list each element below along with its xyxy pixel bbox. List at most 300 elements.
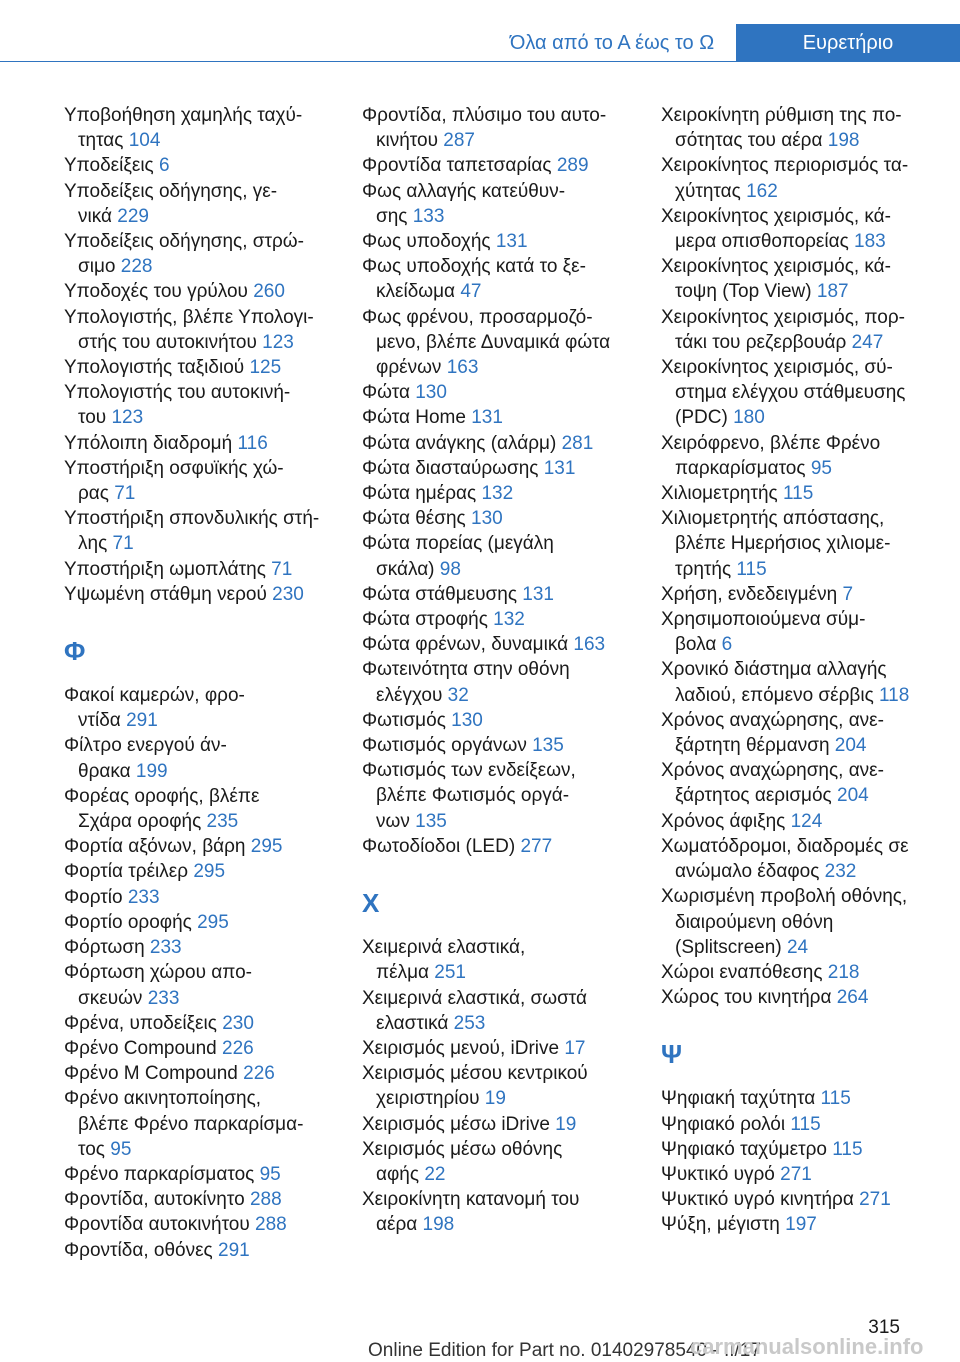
- index-entry: [64, 885, 349, 910]
- page-link[interactable]: 6: [721, 634, 733, 656]
- tab-a-to-z[interactable]: Όλα από το Α έως το Ω: [509, 32, 715, 54]
- page-link[interactable]: 98: [439, 558, 461, 580]
- entry-text: ντίδα: [78, 710, 121, 732]
- index-entry: [362, 506, 647, 531]
- page-link[interactable]: 187: [816, 281, 849, 303]
- page-link[interactable]: 124: [790, 810, 823, 832]
- entry-text: Χωρισμένη προβολή οθόνης,: [661, 886, 908, 908]
- index-entry: [362, 229, 647, 254]
- entry-text: τάκι του ρεζερβουάρ: [675, 331, 847, 353]
- entry-text: Φρένο παρκαρίσματος: [64, 1163, 255, 1185]
- index-entry: [64, 910, 349, 935]
- page-link[interactable]: 291: [126, 710, 158, 732]
- index-entry: [661, 153, 946, 203]
- index-entry: [362, 456, 647, 481]
- index-entry: [64, 582, 349, 607]
- index-entry: [661, 355, 946, 431]
- page-link[interactable]: 295: [197, 911, 229, 933]
- entry-text: τητας: [78, 130, 124, 152]
- index-entry: [362, 1036, 647, 1061]
- page-link[interactable]: 271: [780, 1163, 812, 1185]
- section-letter: Φ: [64, 636, 86, 667]
- index-entry: [64, 279, 349, 304]
- page-link[interactable]: 47: [460, 281, 482, 303]
- page-link[interactable]: 22: [424, 1163, 446, 1185]
- entry-text: πέλμα: [376, 962, 430, 984]
- index-column-3: [661, 103, 946, 1238]
- entry-text: βλέπε Φωτισμός οργά-: [376, 785, 570, 807]
- header-bar: [0, 0, 960, 62]
- page-link[interactable]: 198: [422, 1214, 455, 1236]
- entry-text: Φώτα ανάγκης (αλάρμ): [362, 432, 557, 454]
- index-entry: [661, 1086, 946, 1111]
- entry-text: Χειροκίνητος χειρισμός, πορ-: [661, 306, 905, 328]
- entry-text: Φρένο ακινητοποίησης,: [64, 1088, 262, 1110]
- page-link[interactable]: 115: [736, 558, 767, 580]
- entry-text: Φροντίδα, πλύσιμο του αυτο-: [362, 105, 607, 126]
- index-entry: [362, 305, 647, 381]
- index-entry: [362, 582, 647, 607]
- page-link[interactable]: 130: [415, 382, 447, 404]
- page-link[interactable]: 287: [443, 130, 475, 152]
- entry-text: Υποδείξεις οδήγησης, γε-: [64, 180, 278, 202]
- page-link[interactable]: 130: [471, 508, 503, 530]
- page-link[interactable]: 104: [128, 130, 161, 152]
- entry-text: Υπολογιστής ταξιδιού: [64, 357, 245, 379]
- index-entry: [362, 733, 647, 758]
- index-entry: [64, 456, 349, 506]
- page-link[interactable]: 131: [522, 583, 554, 605]
- tab-index[interactable]: Ευρετήριο: [736, 24, 960, 62]
- entry-text: στημα ελέγχου στάθμευσης: [675, 382, 906, 404]
- index-entry: [661, 1137, 946, 1162]
- entry-text: Φροντίδα ταπετσαρίας: [362, 155, 552, 177]
- entry-text: Υψωμένη στάθμη νερού: [64, 583, 267, 605]
- index-column-1: [64, 103, 349, 1263]
- section-letter: Ψ: [661, 1039, 683, 1070]
- entry-text: Φρένο M Compound: [64, 1063, 238, 1085]
- entry-text: Χρόνος άφιξης: [661, 810, 786, 832]
- page-link[interactable]: 71: [114, 483, 136, 505]
- index-entry: [362, 708, 647, 733]
- entry-text: σιμο: [78, 256, 116, 278]
- page-link[interactable]: 277: [520, 835, 553, 857]
- entry-text: Φορέας οροφής, βλέπε: [64, 785, 260, 807]
- entry-text: Φορτία τρέιλερ: [64, 861, 189, 883]
- page-link[interactable]: 71: [112, 533, 134, 555]
- entry-text: Φώτα διασταύρωσης: [362, 457, 539, 479]
- page-link[interactable]: 198: [827, 130, 860, 152]
- index-entry: [661, 708, 946, 758]
- entry-text: Χειμερινά ελαστικά,: [362, 937, 526, 959]
- entry-text: φρένων: [376, 357, 442, 379]
- page-link[interactable]: 291: [218, 1239, 250, 1261]
- index-entry: [661, 103, 946, 153]
- entry-text: αφής: [376, 1163, 420, 1185]
- index-entry: [64, 1187, 349, 1212]
- page-link[interactable]: 17: [564, 1037, 586, 1059]
- page-link[interactable]: 130: [451, 709, 483, 731]
- entry-text: Ψηφιακό ρολόι: [661, 1113, 786, 1135]
- entry-text: Φώτα πορείας (μεγάλη: [362, 533, 554, 555]
- index-entry: [661, 431, 946, 481]
- entry-text: Χειροκίνητος χειρισμός, κά-: [661, 205, 891, 227]
- entry-text: Φώτα: [362, 382, 410, 404]
- page-link[interactable]: 281: [561, 432, 594, 454]
- index-entry: [64, 859, 349, 884]
- page-link[interactable]: 197: [785, 1214, 817, 1236]
- entry-text: Υποστήριξη οσφυϊκής χώ-: [64, 457, 284, 479]
- index-entry: [661, 834, 946, 884]
- entry-text: Σχάρα οροφής: [78, 811, 202, 833]
- index-entry: [64, 1212, 349, 1237]
- page-link[interactable]: 116: [237, 432, 268, 454]
- entry-text: Φώτα στροφής: [362, 609, 488, 631]
- index-entry: [64, 380, 349, 430]
- page-link[interactable]: 19: [484, 1088, 506, 1110]
- page-link[interactable]: 135: [532, 735, 564, 757]
- entry-text: Υπολογιστής, βλέπε Υπολογι-: [64, 306, 314, 328]
- entry-text: Χειρισμός μέσω οθόνης: [362, 1138, 563, 1160]
- entry-text: Χειμερινά ελαστικά, σωστά: [362, 987, 588, 1009]
- entry-text: Υποδείξεις: [64, 155, 154, 177]
- entry-text: Φώτα θέσης: [362, 508, 466, 530]
- entry-text: Υποδείξεις οδήγησης, στρώ-: [64, 231, 304, 253]
- entry-text: βολα: [675, 634, 717, 656]
- entry-text: Φώτα στάθμευσης: [362, 583, 517, 605]
- entry-text: Χειροκίνητος χειρισμός, σύ-: [661, 357, 893, 379]
- index-entry: [64, 1061, 349, 1086]
- index-entry: [661, 1212, 946, 1237]
- entry-text: βλέπε Ημερήσιος χιλιομε-: [675, 533, 891, 555]
- entry-text: θρακα: [78, 760, 131, 782]
- index-entry: [64, 733, 349, 783]
- entry-text: αέρα: [376, 1214, 418, 1236]
- index-entry: [64, 153, 349, 178]
- entry-text: Χρόνος αναχώρησης, ανε-: [661, 709, 884, 731]
- entry-text: μερα οπισθοπορείας: [675, 231, 849, 253]
- index-entry: [362, 834, 647, 859]
- entry-text: λης: [78, 533, 108, 555]
- entry-text: Χρήση, ενδεδειγμένη: [661, 583, 838, 605]
- index-entry: [64, 1238, 349, 1263]
- index-entry: [362, 1187, 647, 1237]
- page-link[interactable]: 24: [786, 936, 809, 958]
- entry-text: Φωτοδίοδοι (LED): [362, 835, 516, 857]
- entry-text: ξάρτητος αερισμός: [675, 785, 832, 807]
- entry-text: Ψυκτικό υγρό κινητήρα: [661, 1189, 854, 1211]
- page-link[interactable]: 118: [879, 684, 910, 706]
- page-link[interactable]: 32: [447, 684, 469, 706]
- index-entry: [661, 985, 946, 1010]
- entry-text: Φροντίδα, αυτοκίνητο: [64, 1189, 245, 1211]
- page-link[interactable]: 233: [149, 937, 182, 959]
- page-link[interactable]: 230: [272, 583, 304, 605]
- entry-text: Χειρισμός μέσου κεντρικού: [362, 1063, 588, 1085]
- entry-text: Χώρος του κινητήρα: [661, 987, 832, 1009]
- page-link[interactable]: 7: [842, 583, 854, 605]
- entry-text: νικά: [78, 205, 112, 227]
- entry-text: Χειρισμός μενού, iDrive: [362, 1037, 560, 1059]
- index-entry: [64, 229, 349, 279]
- index-entry: [64, 1011, 349, 1036]
- index-entry: [64, 834, 349, 859]
- entry-text: Φώτα Home: [362, 407, 466, 429]
- page-link[interactable]: 135: [415, 810, 447, 832]
- index-entry: [661, 305, 946, 355]
- page-link[interactable]: 289: [556, 155, 589, 177]
- index-entry: [661, 607, 946, 657]
- entry-text: σότητας του αέρα: [675, 130, 823, 152]
- entry-text: Ψηφιακή ταχύτητα: [661, 1088, 816, 1110]
- page-link[interactable]: 123: [111, 407, 144, 429]
- section-letter: Χ: [362, 888, 380, 919]
- entry-text: ρας: [78, 483, 109, 505]
- entry-text: νων: [376, 810, 410, 832]
- entry-text: Φροντίδα αυτοκινήτου: [64, 1214, 250, 1236]
- entry-text: Χειρόφρενο, βλέπε Φρένο: [661, 432, 881, 454]
- index-entry: [64, 1036, 349, 1061]
- page-link[interactable]: 247: [851, 331, 884, 353]
- page-link[interactable]: 125: [249, 357, 282, 379]
- index-entry: [362, 657, 647, 707]
- entry-text: διαιρούμενη οθόνη: [675, 911, 834, 933]
- index-entry: [362, 380, 647, 405]
- entry-text: Ψυκτικό υγρό: [661, 1163, 775, 1185]
- page-link[interactable]: 251: [434, 962, 466, 984]
- index-entry: [362, 1112, 647, 1137]
- entry-text: βλέπε Φρένο παρκαρίσμα-: [78, 1113, 304, 1135]
- entry-text: τρητής: [675, 558, 732, 580]
- index-entry: [64, 683, 349, 733]
- index-entry: [661, 884, 946, 960]
- page-link[interactable]: 115: [832, 1138, 863, 1160]
- index-entry: [661, 758, 946, 808]
- entry-text: Φωτεινότητα στην οθόνη: [362, 659, 570, 681]
- entry-text: κλείδωμα: [376, 281, 456, 303]
- entry-text: Φροντίδα, οθόνες: [64, 1239, 213, 1261]
- entry-text: Φόρτωση: [64, 937, 145, 959]
- index-entry: [661, 204, 946, 254]
- page-link[interactable]: 131: [495, 231, 528, 253]
- entry-text: Υποδοχές του γρύλου: [64, 281, 248, 303]
- page-link[interactable]: 233: [147, 987, 180, 1009]
- page-link[interactable]: 229: [117, 205, 149, 227]
- page-link[interactable]: 131: [543, 457, 576, 479]
- entry-text: Φώτα φρένων, δυναμικά: [362, 634, 569, 656]
- entry-text: Υπολογιστής του αυτοκινή-: [64, 382, 291, 404]
- page-link[interactable]: 19: [555, 1113, 577, 1135]
- page-link[interactable]: 230: [222, 1012, 254, 1034]
- page-link[interactable]: 115: [790, 1113, 821, 1135]
- index-entry: [362, 481, 647, 506]
- index-entry: [362, 179, 647, 229]
- entry-text: Φωτισμός: [362, 709, 446, 731]
- entry-text: ανώμαλο έδαφος: [675, 861, 820, 883]
- entry-text: Φώτα ημέρας: [362, 483, 477, 505]
- index-entry: [64, 355, 349, 380]
- page-link[interactable]: 115: [820, 1088, 851, 1110]
- entry-text: τοψη (Top View): [675, 281, 812, 303]
- page-link[interactable]: 123: [262, 331, 294, 353]
- entry-text: Υποστήριξη σπονδυλικής στή-: [64, 508, 320, 530]
- entry-text: Φακοί καμερών, φρο-: [64, 685, 245, 707]
- entry-text: Φως υποδοχής κατά το ξε-: [362, 256, 586, 278]
- index-entry: [64, 305, 349, 355]
- index-entry: [362, 531, 647, 581]
- entry-text: Υποστήριξη ωμοπλάτης: [64, 558, 266, 580]
- page-link[interactable]: 163: [446, 357, 479, 379]
- page-link[interactable]: 95: [259, 1163, 281, 1185]
- page-link[interactable]: 95: [810, 457, 832, 479]
- page-link[interactable]: 180: [733, 407, 765, 429]
- entry-text: Φωτισμός οργάνων: [362, 735, 527, 757]
- entry-text: μενο, βλέπε Δυναμικά φώτα: [376, 331, 611, 353]
- page-number: 315: [868, 1317, 900, 1338]
- index-entry: [362, 254, 647, 304]
- header-divider: [0, 61, 960, 62]
- entry-text: Φορτίο οροφής: [64, 911, 192, 933]
- page-link[interactable]: 95: [110, 1138, 132, 1160]
- entry-text: Χρονικό διάστημα αλλαγής: [661, 659, 887, 681]
- page-link[interactable]: 204: [834, 735, 867, 757]
- entry-text: Φίλτρο ενεργού άν-: [64, 735, 227, 757]
- index-entry: [661, 481, 946, 506]
- page-link[interactable]: 264: [836, 987, 869, 1009]
- entry-text: Φρένο Compound: [64, 1037, 217, 1059]
- entry-text: σκευών: [78, 987, 143, 1009]
- entry-text: ελαστικά: [376, 1012, 449, 1034]
- index-entry: [362, 1137, 647, 1187]
- page-link[interactable]: 163: [573, 634, 606, 656]
- entry-text: Χειροκίνητη ρύθμιση της πο-: [661, 105, 902, 126]
- entry-text: σης: [376, 205, 408, 227]
- index-entry: [64, 506, 349, 556]
- entry-text: Φρένα, υποδείξεις: [64, 1012, 217, 1034]
- index-entry: [661, 506, 946, 582]
- index-entry: [64, 179, 349, 229]
- entry-text: Φως υποδοχής: [362, 231, 491, 253]
- index-entry: [661, 657, 946, 707]
- index-entry: [661, 1187, 946, 1212]
- entry-text: Χειρισμός μέσω iDrive: [362, 1113, 550, 1135]
- page-link[interactable]: 133: [412, 205, 445, 227]
- page-link[interactable]: 183: [854, 231, 886, 253]
- entry-text: παρκαρίσματος: [675, 457, 806, 479]
- index-entry: [362, 607, 647, 632]
- index-entry: [362, 431, 647, 456]
- page-link[interactable]: 226: [243, 1063, 275, 1085]
- entry-text: λαδιού, επόμενο σέρβις: [675, 684, 874, 706]
- entry-text: Χωματόδρομοι, διαδρομές σε: [661, 835, 909, 857]
- index-entry: [362, 153, 647, 178]
- entry-text: Ψύξη, μέγιστη: [661, 1214, 780, 1236]
- page-link[interactable]: 131: [471, 407, 503, 429]
- entry-text: ελέγχου: [376, 684, 443, 706]
- entry-text: στής του αυτοκινήτου: [78, 331, 257, 353]
- index-entry: [661, 254, 946, 304]
- index-entry: [64, 784, 349, 834]
- index-entry: [362, 405, 647, 430]
- index-entry: [362, 935, 647, 985]
- index-entry: [661, 1112, 946, 1137]
- page-link[interactable]: 115: [783, 483, 814, 505]
- entry-text: χειριστηρίου: [376, 1088, 480, 1110]
- page-link[interactable]: 288: [249, 1189, 282, 1211]
- index-entry: [362, 632, 647, 657]
- index-entry: [64, 1086, 349, 1162]
- watermark-logo: carmanualsonline.info: [690, 1334, 924, 1359]
- entry-text: κινήτου: [376, 130, 438, 152]
- page-link[interactable]: 295: [193, 861, 226, 883]
- page-link[interactable]: 228: [120, 256, 153, 278]
- entry-text: Υπόλοιπη διαδρομή: [64, 432, 233, 454]
- page-link[interactable]: 162: [746, 180, 778, 202]
- page-link[interactable]: 199: [135, 760, 168, 782]
- page-link[interactable]: 232: [824, 861, 857, 883]
- index-entry: [64, 431, 349, 456]
- entry-text: Ψηφιακό ταχύμετρο: [661, 1138, 827, 1160]
- index-entry: [362, 103, 647, 153]
- page-link[interactable]: 295: [250, 836, 283, 858]
- entry-text: Χειροκίνητος χειρισμός, κά-: [661, 256, 891, 278]
- page-link[interactable]: 6: [158, 155, 170, 177]
- index-entry: [64, 935, 349, 960]
- page-link[interactable]: 132: [493, 609, 525, 631]
- entry-text: Φόρτωση χώρου απο-: [64, 962, 252, 984]
- index-entry: [661, 960, 946, 985]
- index-entry: [362, 986, 647, 1036]
- entry-text: Φορτία αξόνων, βάρη: [64, 836, 246, 858]
- entry-text: (PDC): [675, 407, 728, 429]
- page-link[interactable]: 226: [222, 1037, 254, 1059]
- entry-text: του: [78, 407, 107, 429]
- entry-text: Χειροκίνητη κατανομή του: [362, 1189, 580, 1211]
- entry-text: τος: [78, 1138, 105, 1160]
- index-entry: [661, 1162, 946, 1187]
- index-entry: [661, 809, 946, 834]
- entry-text: Χώροι εναπόθεσης: [661, 961, 823, 983]
- page-link[interactable]: 288: [255, 1214, 287, 1236]
- index-entry: [64, 103, 349, 153]
- footer-edition: Online Edition for Part no. 01402978540 - II/17: [368, 1340, 761, 1361]
- page-link[interactable]: 260: [253, 281, 285, 303]
- index-entry: [64, 1162, 349, 1187]
- page-link[interactable]: 204: [837, 785, 869, 807]
- entry-text: Φωτισμός των ενδείξεων,: [362, 760, 576, 782]
- entry-text: Χιλιομετρητής: [661, 483, 778, 505]
- entry-text: Φως φρένου, προσαρμοζό-: [362, 306, 593, 328]
- page-link[interactable]: 271: [859, 1189, 891, 1211]
- entry-text: Φως αλλαγής κατεύθυν-: [362, 180, 566, 202]
- entry-text: Υποβοήθηση χαμηλής ταχύ-: [64, 105, 303, 126]
- page-link[interactable]: 132: [481, 483, 514, 505]
- index-entry: [362, 758, 647, 834]
- page-link[interactable]: 71: [271, 558, 293, 580]
- index-entry: [64, 960, 349, 1010]
- entry-text: Φορτίο: [64, 886, 123, 908]
- index-entry: [661, 582, 946, 607]
- entry-text: σκάλα): [376, 558, 435, 580]
- page-link[interactable]: 253: [453, 1012, 486, 1034]
- page-link[interactable]: 233: [127, 886, 160, 908]
- page-link[interactable]: 235: [206, 811, 239, 833]
- entry-text: Χιλιομετρητής απόστασης,: [661, 508, 885, 530]
- entry-text: χύτητας: [675, 180, 741, 202]
- entry-text: Χρησιμοποιούμενα σύμ-: [661, 609, 866, 631]
- page-link[interactable]: 218: [827, 961, 860, 983]
- entry-text: Χρόνος αναχώρησης, ανε-: [661, 760, 884, 782]
